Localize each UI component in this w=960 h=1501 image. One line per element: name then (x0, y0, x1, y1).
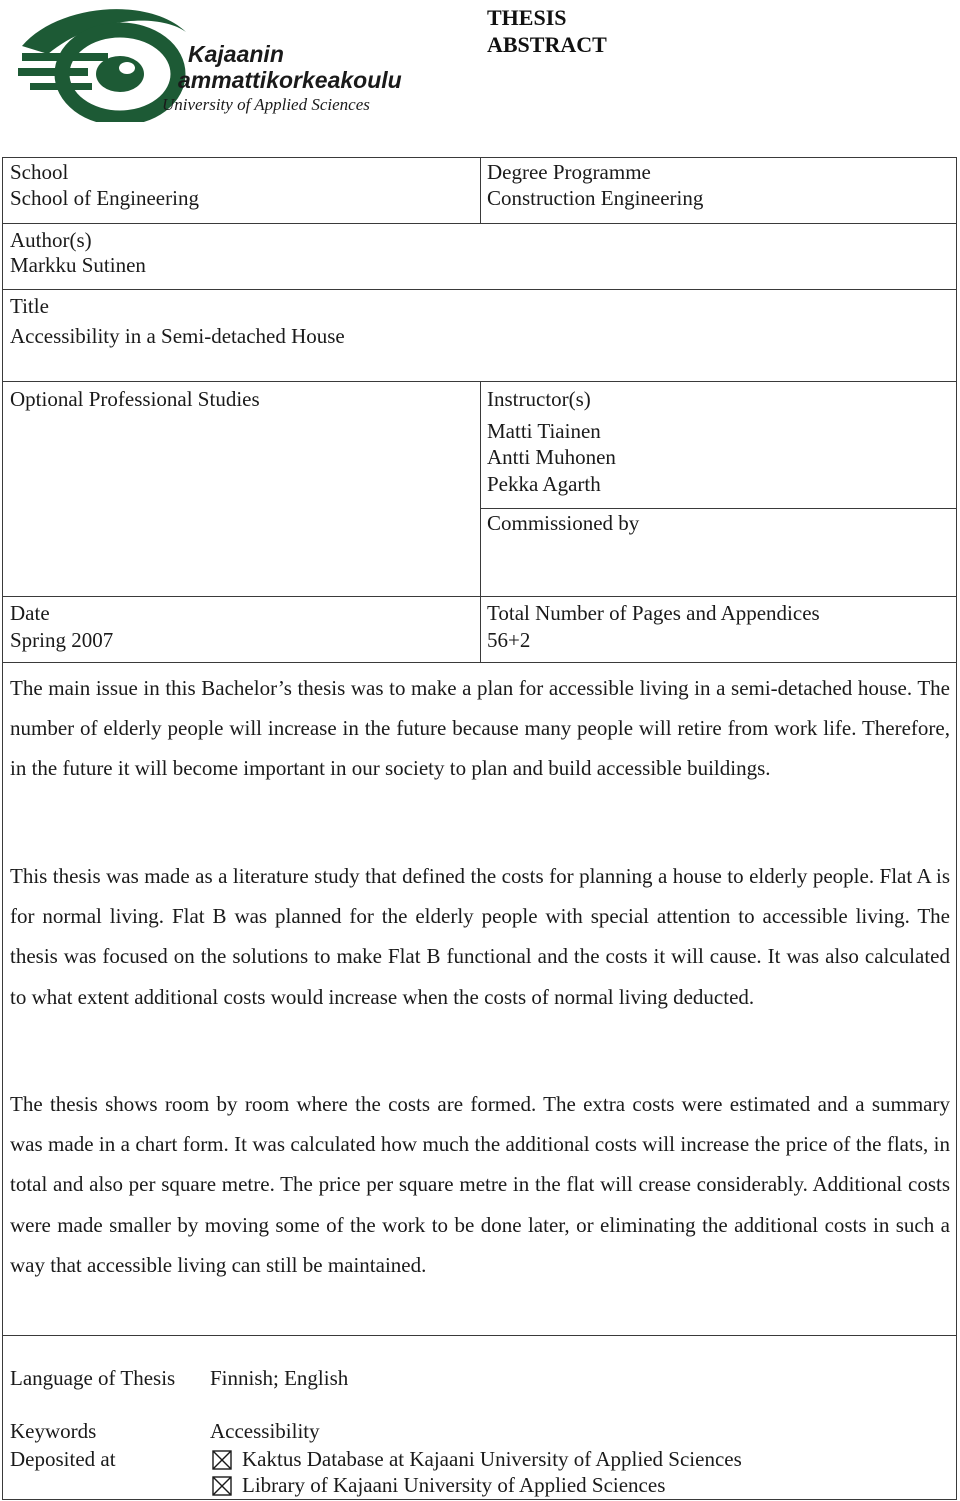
form-rule-school-bottom (2, 223, 957, 224)
abstract-paragraph: This thesis was made as a literature study that defined the costs for planning a house to elderly people. Flat A is for normal living. Flat B was planned for the elderly people with special attention to accessible living. The thesis was focused on the solutions to make Flat B functional and the costs it will cause. It was also calculated to what extent additional costs would increase when the costs of normal living deducted. (10, 864, 950, 1009)
form-rule-abstract-bottom (2, 1335, 957, 1336)
abstract-paragraph: The main issue in this Bachelor’s thesis was to make a plan for accessible living in a semi-detached house. The number of elderly people will increase in the future because many people will retire from work life. Therefore, in the future it will become important in our society to plan and build accessible buildings. (10, 676, 950, 781)
abstract-paragraph: The thesis shows room by room where the costs are formed. The extra costs were estimated and a summary was made in a chart form. It was calculated how much the additional costs will increase the price of the flats, in total and also per square metre. The price per square metre in the flat will crease considerably. Additional costs were made smaller by moving some of the work to be done later, or eliminating the additional costs in such a way that accessible living can still be maintained. (10, 1092, 950, 1277)
form-rule-instructors-bottom (480, 508, 957, 509)
instructors-label: Instructor(s) (487, 387, 591, 411)
author-label: Author(s) (10, 228, 92, 252)
keywords-value: Accessibility (210, 1419, 320, 1443)
instructor-name: Pekka Agarth (487, 472, 601, 496)
form-rule-date-bottom (2, 662, 957, 663)
pages-label: Total Number of Pages and Appendices (487, 601, 820, 625)
optional-studies-label: Optional Professional Studies (10, 387, 260, 411)
document-title (487, 4, 607, 58)
university-logo (8, 2, 408, 122)
swoosh-emblem-icon (18, 9, 186, 118)
commissioned-by-label: Commissioned by (487, 511, 640, 535)
instructor-name: Matti Tiainen (487, 419, 601, 443)
language-label: Language of Thesis (10, 1366, 176, 1390)
checked-box-icon[interactable] (212, 1450, 232, 1470)
form-rule-middle-lower (480, 381, 481, 662)
degree-programme-label: Degree Programme (487, 160, 651, 184)
deposited-option-library: Library of Kajaani University of Applied Sciences (242, 1473, 666, 1497)
document-title-line1: THESIS (487, 5, 567, 30)
school-value: School of Engineering (10, 186, 199, 210)
school-label: School (10, 160, 69, 184)
language-value: Finnish; English (210, 1366, 349, 1390)
degree-programme-value: Construction Engineering (487, 186, 704, 210)
deposited-label: Deposited at (10, 1447, 116, 1471)
pages-value: 56+2 (487, 628, 531, 652)
form-rule-author-bottom (2, 289, 957, 290)
keywords-label: Keywords (10, 1419, 97, 1443)
form-rule-middle-top (480, 157, 481, 223)
date-label: Date (10, 601, 50, 625)
date-value: Spring 2007 (10, 628, 114, 652)
thesis-title-label: Title (10, 294, 49, 318)
instructor-name: Antti Muhonen (487, 445, 616, 469)
thesis-title-value: Accessibility in a Semi-detached House (10, 324, 345, 348)
form-rule-right (956, 157, 957, 1500)
document-title-line2: ABSTRACT (487, 32, 607, 57)
logo-text-line2: ammattikorkeakoulu (178, 67, 402, 93)
form-rule-bottom (2, 1499, 957, 1500)
logo-text-line1: Kajaanin (188, 41, 284, 67)
form-rule-left (2, 157, 3, 1500)
author-value: Markku Sutinen (10, 253, 146, 277)
checked-box-icon[interactable] (212, 1476, 232, 1496)
deposited-option-kaktus: Kaktus Database at Kajaani University of Applied Sciences (242, 1447, 742, 1471)
logo-text-line3: University of Applied Sciences (162, 95, 370, 114)
